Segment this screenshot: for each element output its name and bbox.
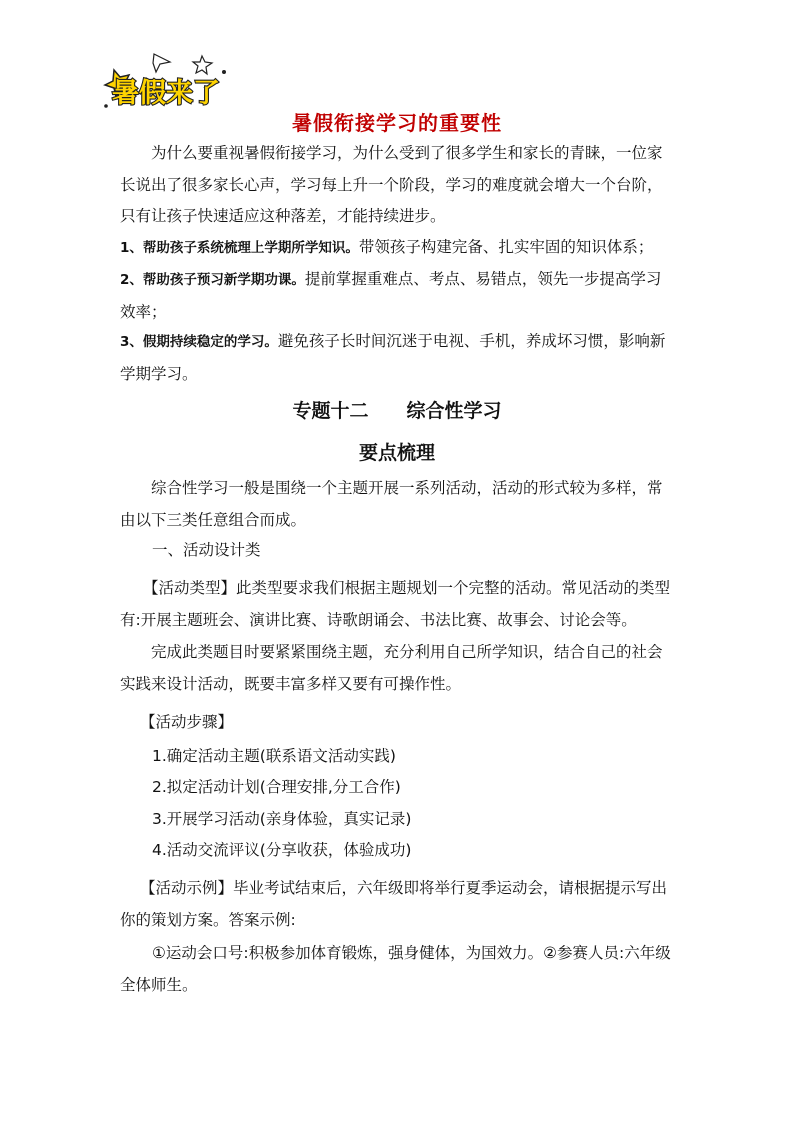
step-3: 3.开展学习活动(亲身体验，真实记录) xyxy=(152,810,412,828)
point-2-bold: 2、帮助孩子预习新学期功课。 xyxy=(120,272,305,288)
section-title: 要点梳理 xyxy=(358,442,435,464)
step-2: 2.拟定活动计划(合理安排,分工合作) xyxy=(152,778,401,796)
document-title: 暑假衔接学习的重要性 xyxy=(292,111,502,135)
point-1 xyxy=(120,232,674,265)
point-3-bold: 3、假期持续稳定的学习。 xyxy=(120,334,278,350)
design-advice-paragraph: 完成此类题目时要紧紧围绕主题，充分利用自己所学知识，结合自己的社会实践来设计活动，既要丰富多样又要有可操作性。 xyxy=(120,643,663,693)
logo-text: 暑假来了 xyxy=(112,78,220,109)
point-3-text: 避免孩子长时间沉迷于电视、手机，养成坏习惯，影响新学期学习。 xyxy=(120,332,666,383)
answer-paragraph: ①运动会口号:积极参加体育锻炼，强身健体，为国效力。②参赛人员:六年级全体师生。 xyxy=(120,944,671,994)
topic-heading xyxy=(0,396,794,423)
topic-number: 专题十二 xyxy=(292,400,369,422)
example-paragraph: 【活动示例】毕业考试结束后，六年级即将举行夏季运动会，请根据提示写出你的策划方案。答案示例: xyxy=(120,879,668,929)
activity-type-paragraph: 【活动类型】此类型要求我们根据主题规划一个完整的活动。常见活动的类型有:开展主题班会、演讲比赛、诗歌朗诵会、书法比赛、故事会、讨论会等。 xyxy=(120,579,671,629)
step-4: 4.活动交流评议(分享收获，体验成功) xyxy=(152,841,412,859)
point-2-text: 提前掌握重难点、考点、易错点，领先一步提高学习效率； xyxy=(120,270,662,321)
category-heading: 一、活动设计类 xyxy=(152,541,261,559)
point-1-bold: 1、帮助孩子系统梳理上学期所学知识。 xyxy=(120,240,359,256)
intro-paragraph: 为什么要重视暑假衔接学习，为什么受到了很多学生和家长的青睐，一位家长说出了很多家长心声，学习每上升一个阶段，学习的难度就会增大一个台阶，只有让孩子快速适应这种落差，才能持续进步。 xyxy=(120,144,663,225)
point-1-text: 带领孩子构建完备、扎实牢固的知识体系； xyxy=(358,238,654,256)
summary-paragraph: 综合性学习一般是围绕一个主题开展一系列活动，活动的形式较为多样，常由以下三类任意组合而成。 xyxy=(120,479,663,529)
point-3 xyxy=(120,326,674,390)
topic-name: 综合性学习 xyxy=(406,400,502,422)
step-1: 1.确定活动主题(联系语文活动实践) xyxy=(152,747,396,765)
point-2 xyxy=(120,264,674,328)
steps-label: 【活动步骤】 xyxy=(140,713,234,731)
